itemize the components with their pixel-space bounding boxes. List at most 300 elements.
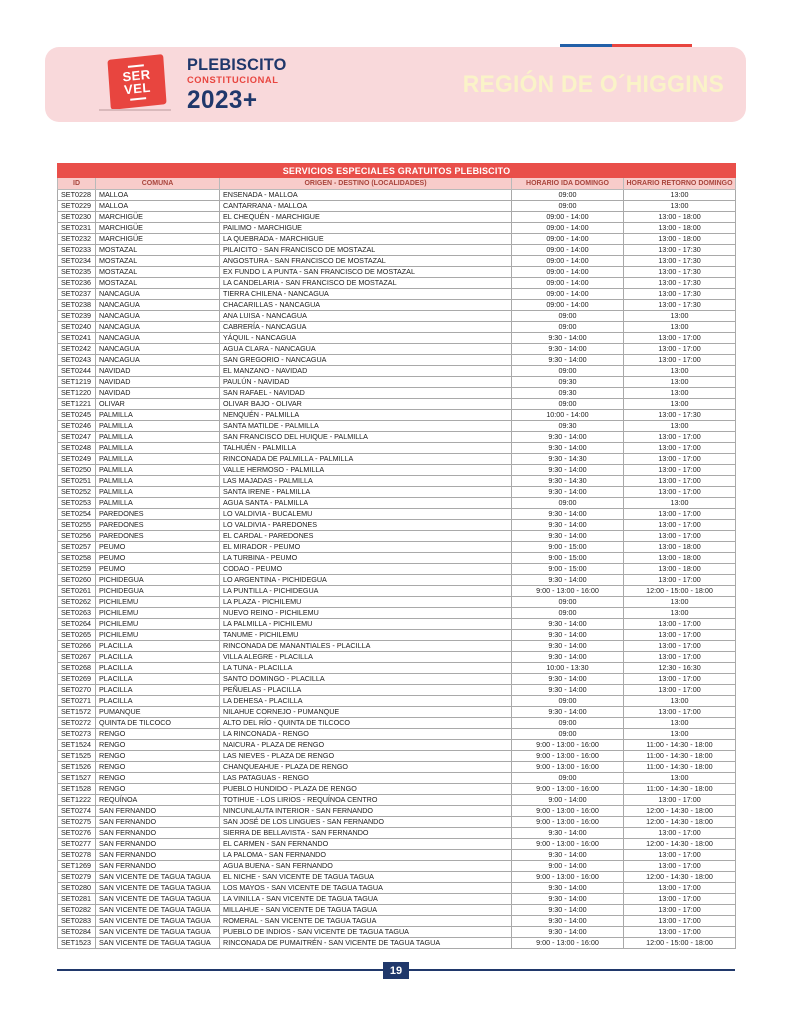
- cell-origen-destino: EX FUNDO L A PUNTA - SAN FRANCISCO DE MOSTAZAL: [220, 267, 512, 278]
- cell-horario-retorno: 12:00 - 15:00 - 18:00: [624, 586, 736, 597]
- cell-origen-destino: SANTO DOMINGO - PLACILLA: [220, 674, 512, 685]
- table-row: [58, 421, 736, 432]
- cell-origen-destino: MILLAHUE - SAN VICENTE DE TAGUA TAGUA: [220, 905, 512, 916]
- cell-comuna: NAVIDAD: [96, 388, 220, 399]
- cell-id: SET1572: [58, 707, 96, 718]
- cell-id: SET0249: [58, 454, 96, 465]
- table-row: [58, 696, 736, 707]
- table-row: [58, 685, 736, 696]
- cell-origen-destino: VILLA ALEGRE - PLACILLA: [220, 652, 512, 663]
- cell-horario-ida: 09:00: [512, 773, 624, 784]
- table-row: [58, 531, 736, 542]
- cell-comuna: PALMILLA: [96, 443, 220, 454]
- cell-id: SET0257: [58, 542, 96, 553]
- cell-origen-destino: LA PALMILLA - PICHILEMU: [220, 619, 512, 630]
- cell-comuna: PICHIDEGUA: [96, 575, 220, 586]
- col-header-horario-retorno: HORARIO RETORNO DOMINGO: [624, 178, 736, 190]
- cell-origen-destino: PUEBLO DE INDIOS - SAN VICENTE DE TAGUA TAGUA: [220, 927, 512, 938]
- cell-comuna: PLACILLA: [96, 641, 220, 652]
- table-row: [58, 190, 736, 201]
- table-row: [58, 784, 736, 795]
- table-row: [58, 553, 736, 564]
- cell-comuna: OLIVAR: [96, 399, 220, 410]
- table-row: [58, 839, 736, 850]
- cell-horario-retorno: 13:00 - 17:00: [624, 333, 736, 344]
- cell-origen-destino: PEÑUELAS - PLACILLA: [220, 685, 512, 696]
- cell-horario-ida: 9:30 - 14:00: [512, 619, 624, 630]
- cell-horario-ida: 09:00: [512, 597, 624, 608]
- cell-horario-ida: 9:00 - 13:00 - 16:00: [512, 586, 624, 597]
- cell-comuna: PALMILLA: [96, 465, 220, 476]
- cell-id: SET0281: [58, 894, 96, 905]
- cell-horario-retorno: 13:00: [624, 498, 736, 509]
- cell-comuna: MOSTAZAL: [96, 245, 220, 256]
- cell-comuna: PICHILEMU: [96, 597, 220, 608]
- region-title: REGIÓN DE O´HIGGINS: [462, 70, 724, 98]
- cell-comuna: PLACILLA: [96, 696, 220, 707]
- cell-horario-retorno: 13:00 - 17:00: [624, 894, 736, 905]
- table-row: [58, 817, 736, 828]
- cell-id: SET0266: [58, 641, 96, 652]
- cell-horario-ida: 9:00 - 15:00: [512, 564, 624, 575]
- cell-origen-destino: SANTA MATILDE - PALMILLA: [220, 421, 512, 432]
- cell-comuna: PALMILLA: [96, 487, 220, 498]
- cell-horario-retorno: 13:00 - 18:00: [624, 564, 736, 575]
- cell-origen-destino: CANTARRANA - MALLOA: [220, 201, 512, 212]
- cell-origen-destino: SANTA IRENE - PALMILLA: [220, 487, 512, 498]
- table-row: [58, 465, 736, 476]
- cell-id: SET0262: [58, 597, 96, 608]
- cell-origen-destino: RINCONADA DE PALMILLA - PALMILLA: [220, 454, 512, 465]
- cell-comuna: SAN FERNANDO: [96, 817, 220, 828]
- cell-horario-ida: 9:00 - 14:00: [512, 861, 624, 872]
- cell-horario-retorno: 13:00 - 17:00: [624, 344, 736, 355]
- cell-origen-destino: SAN JOSÉ DE LOS LINGUES - SAN FERNANDO: [220, 817, 512, 828]
- cell-origen-destino: LA PALOMA - SAN FERNANDO: [220, 850, 512, 861]
- cell-comuna: PEUMO: [96, 553, 220, 564]
- cell-origen-destino: NAICURA - PLAZA DE RENGO: [220, 740, 512, 751]
- cell-horario-retorno: 13:00: [624, 597, 736, 608]
- cell-comuna: PALMILLA: [96, 432, 220, 443]
- cell-horario-retorno: 13:00 - 17:00: [624, 707, 736, 718]
- cell-horario-retorno: 13:00: [624, 377, 736, 388]
- table-title: SERVICIOS ESPECIALES GRATUITOS PLEBISCITO: [58, 164, 736, 178]
- cell-id: SET0243: [58, 355, 96, 366]
- cell-origen-destino: AGUA CLARA - NANCAGUA: [220, 344, 512, 355]
- cell-id: SET1222: [58, 795, 96, 806]
- table-row: [58, 619, 736, 630]
- table-row: [58, 245, 736, 256]
- cell-origen-destino: TALHUÉN - PALMILLA: [220, 443, 512, 454]
- cell-horario-ida: 9:30 - 14:00: [512, 850, 624, 861]
- cell-comuna: NAVIDAD: [96, 366, 220, 377]
- cell-comuna: PALMILLA: [96, 454, 220, 465]
- cell-horario-retorno: 13:00 - 17:30: [624, 245, 736, 256]
- cell-horario-retorno: 13:00 - 17:00: [624, 905, 736, 916]
- table-row: [58, 311, 736, 322]
- table-row: [58, 883, 736, 894]
- cell-origen-destino: NUEVO REINO - PICHILEMU: [220, 608, 512, 619]
- cell-id: SET0275: [58, 817, 96, 828]
- cell-id: SET0279: [58, 872, 96, 883]
- cell-id: SET0250: [58, 465, 96, 476]
- cell-horario-ida: 09:30: [512, 421, 624, 432]
- cell-origen-destino: EL CHEQUÉN - MARCHIGUE: [220, 212, 512, 223]
- cell-comuna: PLACILLA: [96, 652, 220, 663]
- cell-id: SET0242: [58, 344, 96, 355]
- cell-horario-ida: 9:00 - 15:00: [512, 553, 624, 564]
- servel-logo: [97, 55, 177, 115]
- cell-id: SET0236: [58, 278, 96, 289]
- cell-horario-retorno: 13:00: [624, 718, 736, 729]
- cell-id: SET0264: [58, 619, 96, 630]
- cell-comuna: MOSTAZAL: [96, 278, 220, 289]
- cell-horario-retorno: 13:00 - 18:00: [624, 553, 736, 564]
- cell-comuna: SAN FERNANDO: [96, 839, 220, 850]
- table-row: [58, 630, 736, 641]
- cell-origen-destino: TIERRA CHILENA - NANCAGUA: [220, 289, 512, 300]
- table-row: [58, 432, 736, 443]
- cell-horario-ida: 9:30 - 14:00: [512, 707, 624, 718]
- cell-horario-retorno: 13:00 - 17:00: [624, 432, 736, 443]
- servel-text-line1: SER: [121, 66, 152, 84]
- col-header-id: ID: [58, 178, 96, 190]
- cell-origen-destino: LA CANDELARIA - SAN FRANCISCO DE MOSTAZAL: [220, 278, 512, 289]
- cell-id: SET1269: [58, 861, 96, 872]
- cell-horario-ida: 9:00 - 13:00 - 16:00: [512, 817, 624, 828]
- cell-id: SET0284: [58, 927, 96, 938]
- cell-origen-destino: LA TURBINA - PEUMO: [220, 553, 512, 564]
- table-row: [58, 564, 736, 575]
- logo-under-line: [130, 97, 146, 101]
- cell-horario-retorno: 13:00: [624, 201, 736, 212]
- cell-horario-ida: 9:00 - 13:00 - 16:00: [512, 938, 624, 949]
- cell-horario-retorno: 12:00 - 14:30 - 18:00: [624, 817, 736, 828]
- col-header-comuna: COMUNA: [96, 178, 220, 190]
- cell-comuna: SAN FERNANDO: [96, 828, 220, 839]
- header-banner: [45, 47, 746, 122]
- cell-horario-retorno: 12:00 - 14:30 - 18:00: [624, 872, 736, 883]
- servel-text-line2: VEL: [123, 79, 152, 97]
- cell-origen-destino: TOTIHUE - LOS LIRIOS - REQUÍNOA CENTRO: [220, 795, 512, 806]
- table-row: [58, 927, 736, 938]
- table-row: [58, 388, 736, 399]
- cell-id: SET0270: [58, 685, 96, 696]
- table-row: [58, 476, 736, 487]
- cell-horario-retorno: 11:00 - 14:30 - 18:00: [624, 740, 736, 751]
- cell-origen-destino: EL CARMEN - SAN FERNANDO: [220, 839, 512, 850]
- cell-horario-retorno: 13:00 - 17:00: [624, 652, 736, 663]
- cell-id: SET0272: [58, 718, 96, 729]
- cell-comuna: PAREDONES: [96, 509, 220, 520]
- ballot-box-icon: [107, 54, 166, 110]
- table-row: [58, 850, 736, 861]
- cell-horario-ida: 9:30 - 14:00: [512, 465, 624, 476]
- cell-origen-destino: ALTO DEL RÍO - QUINTA DE TILCOCO: [220, 718, 512, 729]
- cell-id: SET0235: [58, 267, 96, 278]
- cell-id: SET0229: [58, 201, 96, 212]
- cell-comuna: SAN VICENTE DE TAGUA TAGUA: [96, 872, 220, 883]
- cell-horario-retorno: 13:00 - 17:00: [624, 531, 736, 542]
- table-row: [58, 487, 736, 498]
- cell-origen-destino: AGUA BUENA - SAN FERNANDO: [220, 861, 512, 872]
- cell-origen-destino: LA PLAZA - PICHILEMU: [220, 597, 512, 608]
- cell-comuna: PALMILLA: [96, 410, 220, 421]
- cell-horario-ida: 09:00: [512, 729, 624, 740]
- cell-origen-destino: OLIVAR BAJO - OLIVAR: [220, 399, 512, 410]
- cell-horario-ida: 09:30: [512, 388, 624, 399]
- cell-origen-destino: PAILIMO - MARCHIGUE: [220, 223, 512, 234]
- cell-horario-ida: 09:00: [512, 322, 624, 333]
- cell-id: SET0232: [58, 234, 96, 245]
- cell-origen-destino: LA DEHESA - PLACILLA: [220, 696, 512, 707]
- cell-horario-ida: 9:30 - 14:00: [512, 630, 624, 641]
- cell-horario-retorno: 13:00: [624, 608, 736, 619]
- cell-horario-retorno: 13:00: [624, 399, 736, 410]
- cell-horario-retorno: 11:00 - 14:30 - 18:00: [624, 751, 736, 762]
- cell-comuna: SAN FERNANDO: [96, 806, 220, 817]
- table-row: [58, 289, 736, 300]
- table-row: [58, 575, 736, 586]
- table-row: [58, 773, 736, 784]
- cell-id: SET1219: [58, 377, 96, 388]
- cell-horario-retorno: 13:00 - 17:00: [624, 465, 736, 476]
- table-row: [58, 201, 736, 212]
- table-row: [58, 905, 736, 916]
- cell-horario-ida: 9:30 - 14:00: [512, 520, 624, 531]
- cell-id: SET0255: [58, 520, 96, 531]
- table-row: [58, 718, 736, 729]
- cell-horario-retorno: 13:00: [624, 190, 736, 201]
- cell-origen-destino: ROMERAL - SAN VICENTE DE TAGUA TAGUA: [220, 916, 512, 927]
- cell-origen-destino: PILAICITO - SAN FRANCISCO DE MOSTAZAL: [220, 245, 512, 256]
- cell-horario-retorno: 13:00 - 17:00: [624, 883, 736, 894]
- cell-origen-destino: EL MIRADOR - PEUMO: [220, 542, 512, 553]
- table-row: [58, 542, 736, 553]
- cell-horario-retorno: 12:00 - 14:30 - 18:00: [624, 839, 736, 850]
- cell-origen-destino: LO VALDIVIA - PAREDONES: [220, 520, 512, 531]
- cell-id: SET0258: [58, 553, 96, 564]
- cell-id: SET0271: [58, 696, 96, 707]
- cell-horario-retorno: 13:00 - 18:00: [624, 234, 736, 245]
- col-header-origen-destino: ORIGEN - DESTINO (LOCALIDADES): [220, 178, 512, 190]
- cell-horario-retorno: 13:00 - 17:00: [624, 795, 736, 806]
- cell-comuna: PICHILEMU: [96, 608, 220, 619]
- cell-origen-destino: ANA LUISA - NANCAGUA: [220, 311, 512, 322]
- cell-horario-retorno: 13:00 - 17:30: [624, 278, 736, 289]
- cell-origen-destino: YÁQUIL - NANCAGUA: [220, 333, 512, 344]
- cell-id: SET0263: [58, 608, 96, 619]
- table-row: [58, 894, 736, 905]
- cell-comuna: PICHILEMU: [96, 630, 220, 641]
- cell-origen-destino: NILAHUE CORNEJO - PUMANQUE: [220, 707, 512, 718]
- cell-comuna: PALMILLA: [96, 498, 220, 509]
- cell-comuna: RENGO: [96, 751, 220, 762]
- cell-origen-destino: EL MANZANO - NAVIDAD: [220, 366, 512, 377]
- table-row: [58, 355, 736, 366]
- cell-comuna: NANCAGUA: [96, 300, 220, 311]
- cell-horario-retorno: 13:00: [624, 421, 736, 432]
- cell-horario-retorno: 13:00 - 17:30: [624, 256, 736, 267]
- cell-origen-destino: VALLE HERMOSO - PALMILLA: [220, 465, 512, 476]
- cell-comuna: MOSTAZAL: [96, 256, 220, 267]
- cell-origen-destino: RINCONADA DE PUMAITRÉN - SAN VICENTE DE TAGUA TAGUA: [220, 938, 512, 949]
- cell-origen-destino: RINCONADA DE MANANTIALES - PLACILLA: [220, 641, 512, 652]
- cell-id: SET1221: [58, 399, 96, 410]
- cell-origen-destino: CODAO - PEUMO: [220, 564, 512, 575]
- cell-id: SET0282: [58, 905, 96, 916]
- table-row: [58, 443, 736, 454]
- cell-id: SET0278: [58, 850, 96, 861]
- cell-horario-ida: 9:00 - 13:00 - 16:00: [512, 740, 624, 751]
- cell-horario-retorno: 13:00 - 17:00: [624, 916, 736, 927]
- cell-id: SET0237: [58, 289, 96, 300]
- cell-id: SET0260: [58, 575, 96, 586]
- table-row: [58, 520, 736, 531]
- cell-horario-ida: 9:30 - 14:00: [512, 894, 624, 905]
- cell-comuna: PICHILEMU: [96, 619, 220, 630]
- cell-id: SET0269: [58, 674, 96, 685]
- cell-origen-destino: LA TUNA - PLACILLA: [220, 663, 512, 674]
- cell-id: SET0234: [58, 256, 96, 267]
- table-row: [58, 795, 736, 806]
- table-row: [58, 509, 736, 520]
- services-table: [57, 163, 736, 949]
- cell-horario-retorno: 13:00 - 17:00: [624, 685, 736, 696]
- table-row: [58, 498, 736, 509]
- table-row: [58, 740, 736, 751]
- cell-origen-destino: SIERRA DE BELLAVISTA - SAN FERNANDO: [220, 828, 512, 839]
- table-row: [58, 597, 736, 608]
- table-row: [58, 399, 736, 410]
- table-row: [58, 872, 736, 883]
- cell-horario-retorno: 13:00 - 17:00: [624, 861, 736, 872]
- cell-horario-retorno: 13:00: [624, 366, 736, 377]
- table-row: [58, 938, 736, 949]
- cell-origen-destino: LA VINILLA - SAN VICENTE DE TAGUA TAGUA: [220, 894, 512, 905]
- ballot-base-line: [99, 109, 171, 111]
- cell-origen-destino: CHANQUEAHUE - PLAZA DE RENGO: [220, 762, 512, 773]
- cell-origen-destino: PAULÚN - NAVIDAD: [220, 377, 512, 388]
- cell-horario-retorno: 12:00 - 15:00 - 18:00: [624, 938, 736, 949]
- cell-comuna: SAN VICENTE DE TAGUA TAGUA: [96, 905, 220, 916]
- cell-horario-ida: 9:30 - 14:00: [512, 344, 624, 355]
- cell-horario-ida: 09:00: [512, 366, 624, 377]
- plebiscito-label: PLEBISCITO: [187, 55, 287, 74]
- cell-id: SET0265: [58, 630, 96, 641]
- cell-horario-ida: 09:00: [512, 190, 624, 201]
- cell-id: SET0253: [58, 498, 96, 509]
- table-body: [58, 190, 736, 949]
- year-label: 2023+: [187, 85, 258, 114]
- cell-comuna: PALMILLA: [96, 476, 220, 487]
- table-title-row: [58, 164, 736, 178]
- cell-horario-retorno: 13:00 - 17:00: [624, 509, 736, 520]
- cell-origen-destino: LAS MAJADAS - PALMILLA: [220, 476, 512, 487]
- cell-comuna: NANCAGUA: [96, 355, 220, 366]
- cell-id: SET1528: [58, 784, 96, 795]
- table-row: [58, 322, 736, 333]
- cell-horario-ida: 09:00 - 14:00: [512, 267, 624, 278]
- cell-horario-ida: 09:00: [512, 718, 624, 729]
- cell-comuna: RENGO: [96, 740, 220, 751]
- cell-comuna: SAN FERNANDO: [96, 850, 220, 861]
- cell-horario-ida: 9:30 - 14:00: [512, 432, 624, 443]
- cell-horario-ida: 09:00 - 14:00: [512, 256, 624, 267]
- cell-horario-retorno: 12:30 - 16:30: [624, 663, 736, 674]
- cell-id: SET0252: [58, 487, 96, 498]
- cell-comuna: NANCAGUA: [96, 289, 220, 300]
- cell-comuna: MARCHIGÜE: [96, 212, 220, 223]
- plebiscito-wordmark: [187, 56, 291, 113]
- cell-horario-ida: 9:30 - 14:00: [512, 575, 624, 586]
- table-row: [58, 212, 736, 223]
- cell-horario-ida: 9:30 - 14:00: [512, 652, 624, 663]
- cell-id: SET1220: [58, 388, 96, 399]
- cell-id: SET1524: [58, 740, 96, 751]
- cell-origen-destino: AGUA SANTA - PALMILLA: [220, 498, 512, 509]
- cell-origen-destino: LA PUNTILLA - PICHIDEGUA: [220, 586, 512, 597]
- cell-origen-destino: LO ARGENTINA - PICHIDEGUA: [220, 575, 512, 586]
- table-row: [58, 674, 736, 685]
- cell-origen-destino: EL NICHE - SAN VICENTE DE TAGUA TAGUA: [220, 872, 512, 883]
- cell-comuna: PEUMO: [96, 542, 220, 553]
- cell-comuna: QUINTA DE TILCOCO: [96, 718, 220, 729]
- cell-id: SET0261: [58, 586, 96, 597]
- cell-horario-retorno: 12:00 - 14:30 - 18:00: [624, 806, 736, 817]
- cell-origen-destino: NENQUÉN - PALMILLA: [220, 410, 512, 421]
- cell-horario-ida: 09:00: [512, 608, 624, 619]
- cell-horario-retorno: 13:00 - 17:00: [624, 641, 736, 652]
- cell-comuna: SAN VICENTE DE TAGUA TAGUA: [96, 938, 220, 949]
- cell-id: SET0233: [58, 245, 96, 256]
- cell-horario-retorno: 13:00: [624, 773, 736, 784]
- table-row: [58, 366, 736, 377]
- cell-horario-ida: 9:30 - 14:30: [512, 454, 624, 465]
- cell-horario-ida: 9:30 - 14:00: [512, 333, 624, 344]
- cell-comuna: PALMILLA: [96, 421, 220, 432]
- table-row: [58, 751, 736, 762]
- cell-horario-ida: 9:00 - 13:00 - 16:00: [512, 872, 624, 883]
- cell-horario-ida: 9:30 - 14:00: [512, 443, 624, 454]
- cell-horario-retorno: 13:00: [624, 388, 736, 399]
- cell-horario-ida: 9:30 - 14:00: [512, 531, 624, 542]
- cell-comuna: RENGO: [96, 773, 220, 784]
- cell-horario-retorno: 13:00: [624, 729, 736, 740]
- table-row: [58, 828, 736, 839]
- cell-origen-destino: CHACARILLAS - NANCAGUA: [220, 300, 512, 311]
- cell-comuna: SAN FERNANDO: [96, 861, 220, 872]
- cell-horario-retorno: 11:00 - 14:30 - 18:00: [624, 784, 736, 795]
- cell-id: SET0230: [58, 212, 96, 223]
- cell-comuna: PEUMO: [96, 564, 220, 575]
- cell-id: SET0238: [58, 300, 96, 311]
- table-row: [58, 234, 736, 245]
- table-row: [58, 267, 736, 278]
- table-row: [58, 377, 736, 388]
- cell-id: SET0274: [58, 806, 96, 817]
- cell-horario-ida: 10:00 - 13:30: [512, 663, 624, 674]
- cell-comuna: NANCAGUA: [96, 344, 220, 355]
- cell-origen-destino: ANGOSTURA - SAN FRANCISCO DE MOSTAZAL: [220, 256, 512, 267]
- col-header-horario-ida: HORARIO IDA DOMINGO: [512, 178, 624, 190]
- cell-horario-retorno: 13:00 - 18:00: [624, 212, 736, 223]
- cell-comuna: PICHIDEGUA: [96, 586, 220, 597]
- table-row: [58, 256, 736, 267]
- cell-horario-retorno: 13:00 - 17:30: [624, 289, 736, 300]
- cell-comuna: MARCHIGÜE: [96, 223, 220, 234]
- cell-comuna: SAN VICENTE DE TAGUA TAGUA: [96, 916, 220, 927]
